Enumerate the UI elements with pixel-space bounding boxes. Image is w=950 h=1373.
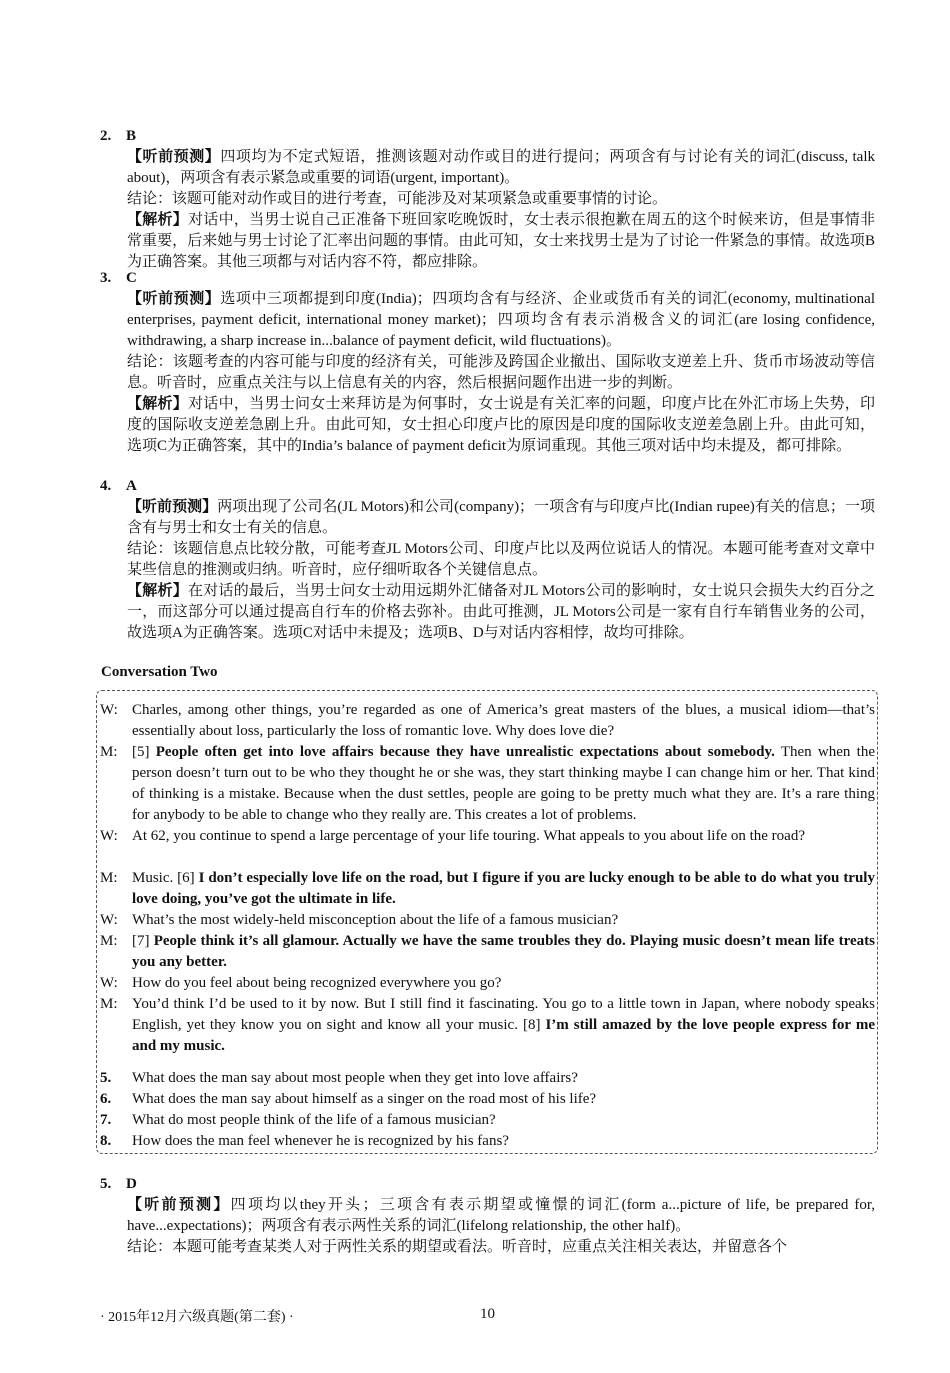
prediction-paragraph: 【听前预测】四项均为不定式短语，推测该题对动作或目的进行提问；两项含有与讨论有关的词汇(discuss, talk about)，两项含有表示紧急或重要的词语(urgent, important)。: [127, 149, 875, 186]
dialogue-line: W: How do you feel about being recognized everywhere you go?: [100, 975, 502, 991]
dialogue-line: M: Music. [6] I don’t especially love life on the road, but I figure if you are lucky enough to be able to do what you truly love doing, you’ve got the ultimate in life.: [100, 870, 875, 907]
analysis-paragraph: 【解析】对话中，当男士说自己正准备下班回家吃晚饭时，女士表示很抱歉在周五的这个时候来访，但是事情非常重要，后来她与男士讨论了汇率出问题的事情。由此可知，女士来找男士是为了讨论一件紧急的事情。故选项B为正确答案。其他三项都与对话内容不符，都应排除。: [127, 212, 875, 270]
page-number: 10: [480, 1306, 495, 1322]
answer-item-4: [100, 476, 875, 644]
dialogue-line: W: What’s the most widely-held misconception about the life of a famous musician?: [100, 912, 619, 928]
dialogue-line: M: [5] People often get into love affairs because they have unrealistic expectations about somebody. Then when the person doesn’t turn out to be who they thought he or she was, they start thinking maybe I can change him or her. That kind of thinking is a mistake. Because when the dust settles, people are going to be pretty much what they are. It’s a rare thing for anybody to be able to change who they really are. This creates a lot of problems.: [100, 744, 875, 823]
conclusion-paragraph: 结论：该题考查的内容可能与印度的经济有关，可能涉及跨国企业撤出、国际收支逆差上升、货币市场波动等信息。听音时，应重点关注与以上信息有关的内容，然后根据问题作出进一步的判断。: [127, 354, 875, 391]
conclusion-paragraph: 结论：该题信息点比较分散，可能考查JL Motors公司、印度卢比以及两位说话人的情况。本题可能考查对文章中某些信息的推测或归纳。听音时，应仔细听取各个关键信息点。: [127, 541, 875, 578]
prediction-paragraph: 【听前预测】四项均以they开头；三项含有表示期望或憧憬的词汇(form a...picture of life, be prepared for, have...expectations)；两项含有表示两性关系的词汇(lifelong relationship, the other half)。: [127, 1197, 875, 1234]
question-line: 8. How does the man feel whenever he is recognized by his fans?: [100, 1133, 509, 1149]
analysis-paragraph: 【解析】对话中，当男士问女士来拜访是为何事时，女士说是有关汇率的问题，印度卢比在外汇市场上失势，印度的国际收支逆差急剧上升。由此可知，女士担心印度卢比的原因是印度的国际收支逆差急剧上升。由此可知，选项C为正确答案，其中的India’s balance of payment deficit为原词重现。其他三项对话中均未提及，都可排除。: [127, 396, 875, 454]
question-line: 6. What does the man say about himself as a singer on the road most of his life?: [100, 1091, 597, 1107]
dialogue-line: M: You’d think I’d be used to it by now. But I still find it fascinating. You go to a little town in Japan, where nobody speaks English, yet they know you on sight and know all your music. [8] I’m still amazed by the love people express for me and my music.: [100, 996, 875, 1054]
answer-item-2: [100, 126, 875, 273]
conclusion-paragraph: 结论：本题可能考查某类人对于两性关系的期望或看法。听音时，应重点关注相关表达，并留意各个: [127, 1239, 788, 1255]
answer-item-5: [100, 1174, 875, 1258]
dialogue-line: M: [7] People think it’s all glamour. Actually we have the same troubles they do. Playing music doesn’t mean life treats you any better.: [100, 933, 875, 970]
dialogue-line: W: Charles, among other things, you’re regarded as one of America’s great masters of the blues, a musical idiom—that’s essentially about loss, particularly the loss of romantic love. Why does love die?: [100, 702, 875, 739]
item-heading: 5. D: [100, 1176, 137, 1192]
prediction-paragraph: 【听前预测】两项出现了公司名(JL Motors)和公司(company)；一项含有与印度卢比(Indian rupee)有关的信息；一项含有与男士和女士有关的信息。: [127, 499, 875, 536]
item-heading: 3. C: [100, 270, 137, 286]
section-title: Conversation Two: [101, 664, 218, 680]
item-heading: 4. A: [100, 478, 137, 494]
analysis-paragraph: 【解析】在对话的最后，当男士问女士动用远期外汇储备对JL Motors公司的影响时，女士说只会损失大约百分之一，而这部分可以通过提高自行车的价格去弥补。由此可推测，JL Motors公司是一家有自行车销售业务的公司，故选项A为正确答案。选项C对话中未提及；选项B、D与对话内容相悖，故均可排除。: [127, 583, 875, 641]
dialogue-line: W: At 62, you continue to spend a large percentage of your life touring. What appeals to you about life on the road?: [100, 828, 805, 844]
answer-item-3: [100, 268, 875, 457]
question-line: 5. What does the man say about most people when they get into love affairs?: [100, 1070, 578, 1086]
item-heading: 2. B: [100, 128, 137, 144]
question-line: 7. What do most people think of the life of a famous musician?: [100, 1112, 496, 1128]
page-footer: · 2015年12月六级真题(第二套) ·: [100, 1310, 294, 1325]
conclusion-paragraph: 结论：该题可能对动作或目的进行考查，可能涉及对某项紧急或重要事情的讨论。: [127, 191, 668, 207]
prediction-paragraph: 【听前预测】选项中三项都提到印度(India)；四项均含有与经济、企业或货币有关的词汇(economy, multinational enterprises, payment deficit, international money market)；四项均含有表示消极含义的词汇(are losing confidence, withdrawing, a sharp increase in...balance of payment deficit, wild fluctuations)。: [127, 291, 875, 349]
